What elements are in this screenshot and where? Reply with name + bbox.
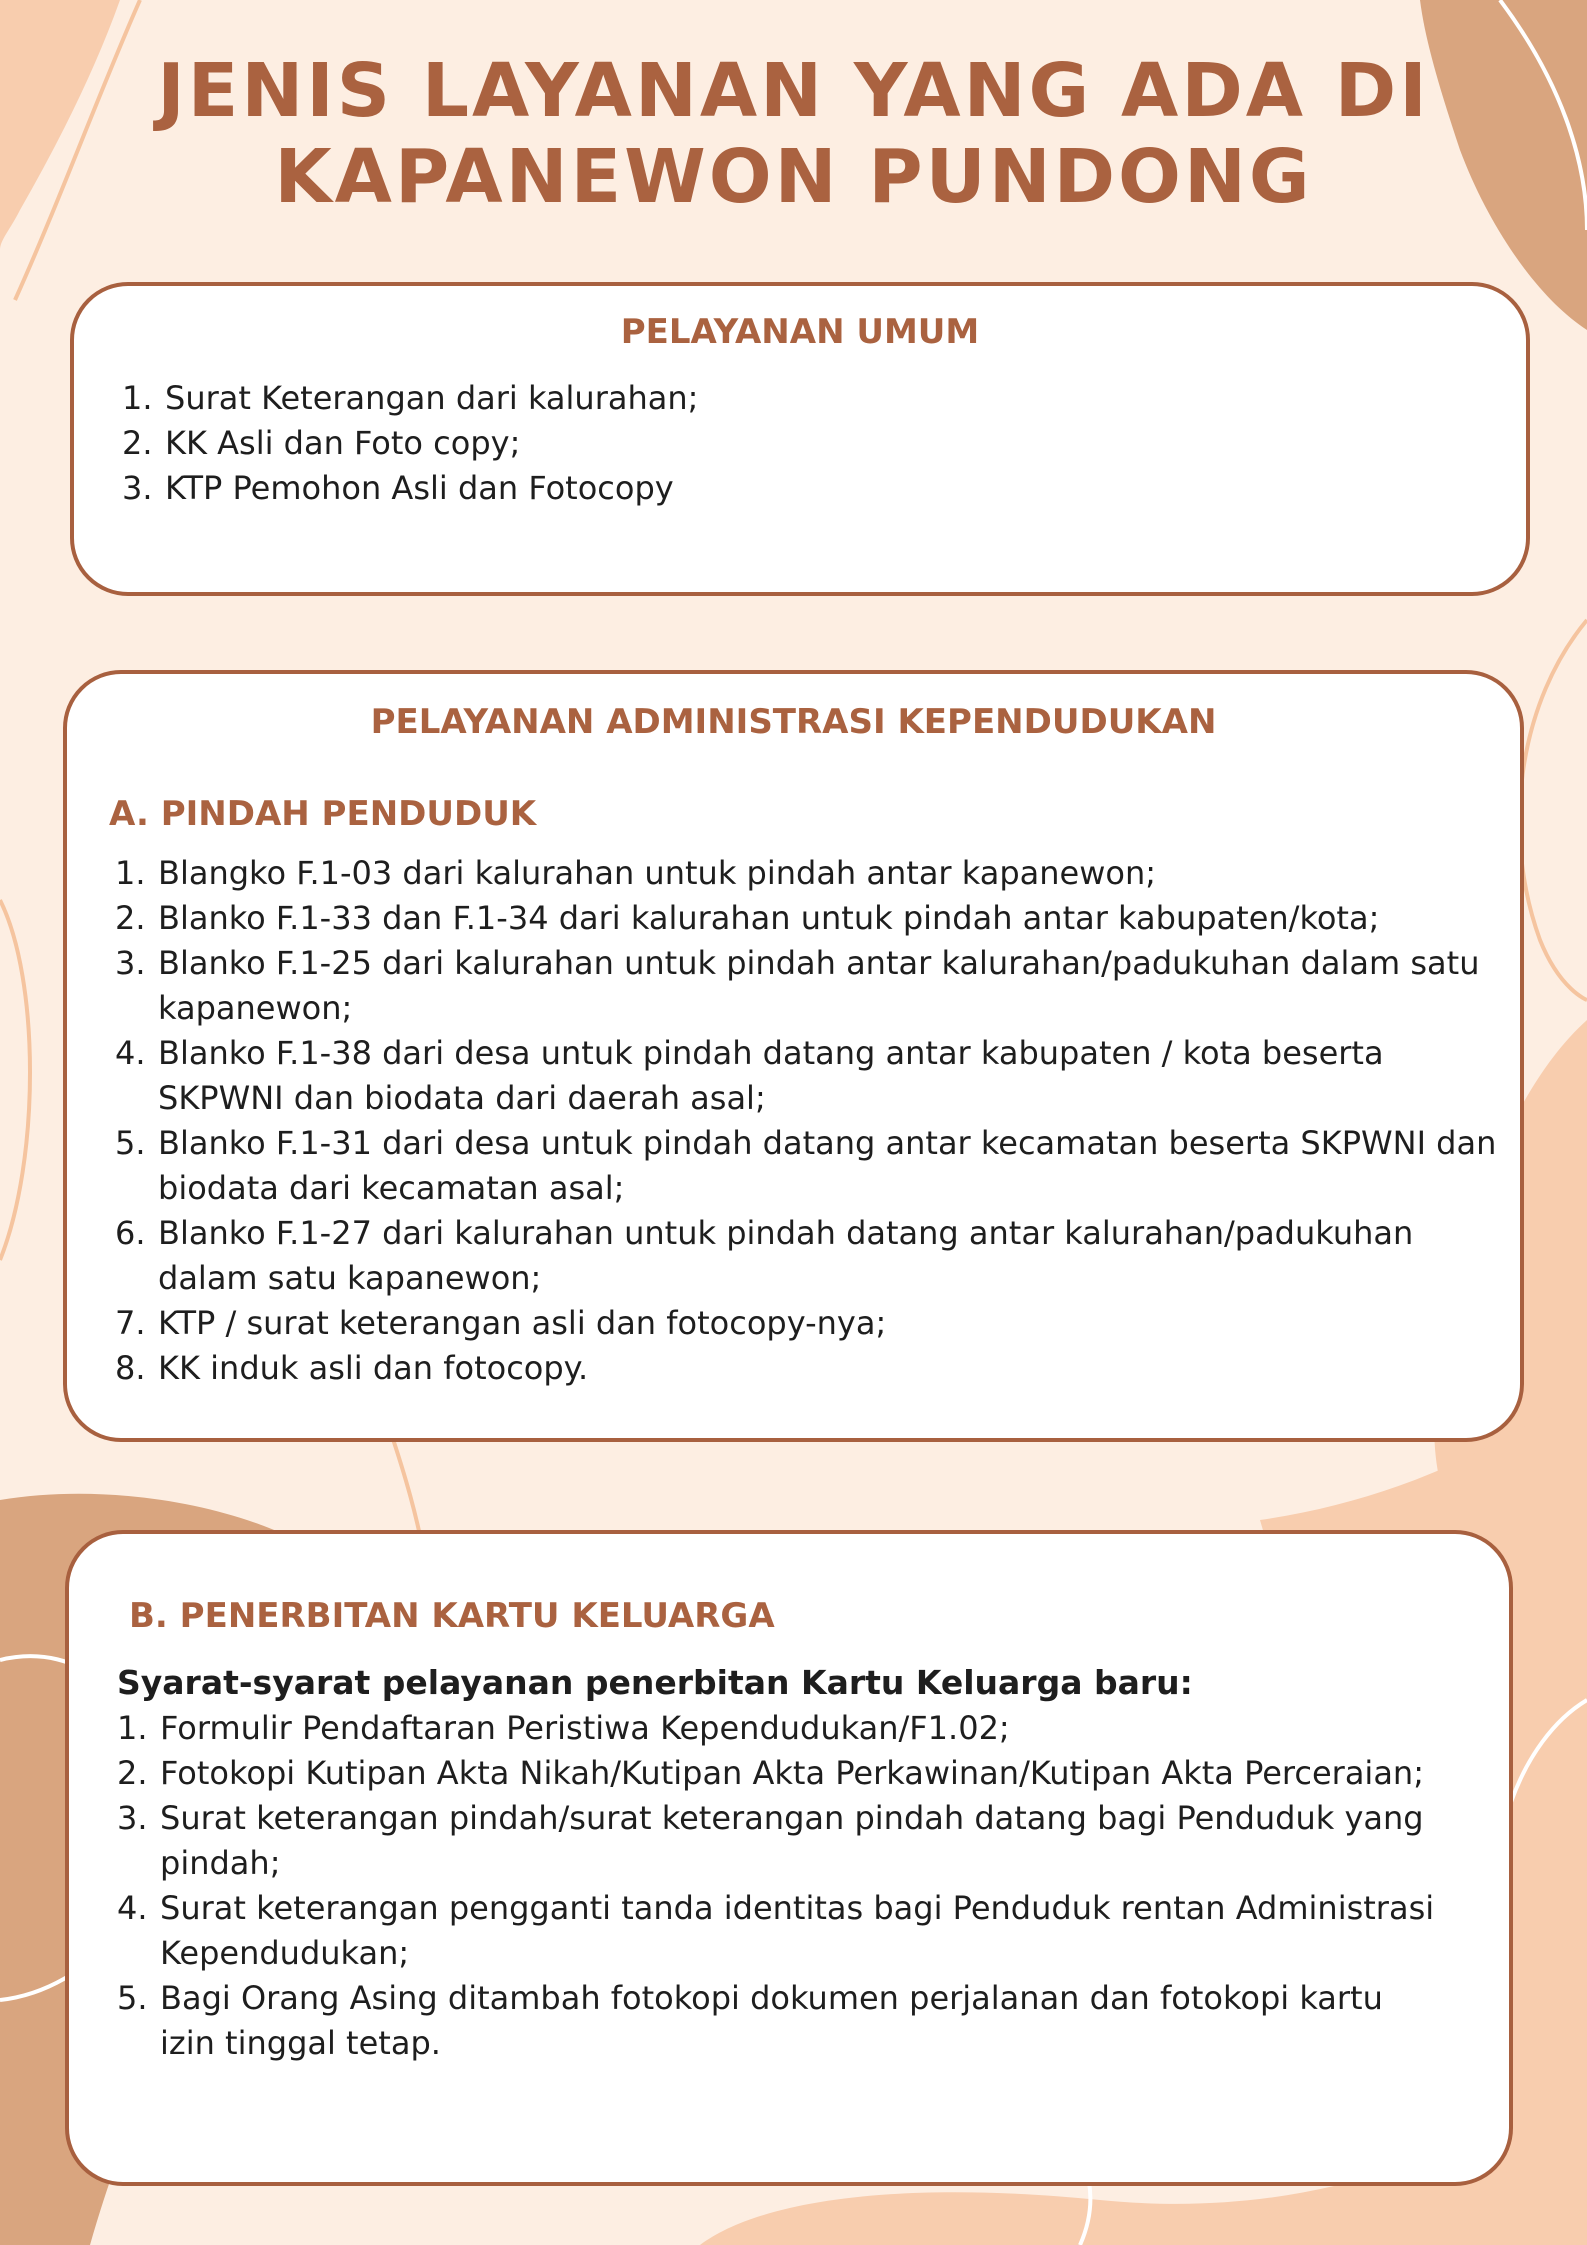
title-line-1: JENIS LAYANAN YANG ADA DI bbox=[157, 48, 1430, 134]
list-pindah-penduduk bbox=[115, 851, 1505, 1391]
title-line-2: KAPANEWON PUNDONG bbox=[274, 134, 1313, 220]
list-item: 5. Bagi Orang Asing ditambah fotokopi dokumen perjalanan dan fotokopi kartu izin tinggal tetap. bbox=[117, 1979, 1383, 2062]
list-item: 3. KTP Pemohon Asli dan Fotocopy bbox=[122, 469, 674, 507]
list-item: 4. Surat keterangan pengganti tanda identitas bagi Penduduk rentan Administrasi Kependudukan; bbox=[117, 1889, 1435, 1972]
card-heading-umum: PELAYANAN UMUM bbox=[620, 312, 980, 352]
list-item: 4. Blanko F.1-38 dari desa untuk pindah datang antar kabupaten / kota beserta SKPWNI dan biodata dari daerah asal; bbox=[115, 1034, 1384, 1117]
list-item: 2. KK Asli dan Foto copy; bbox=[122, 424, 521, 462]
kk-intro-text: Syarat-syarat pelayanan penerbitan Kartu Keluarga baru: bbox=[117, 1663, 1193, 1702]
list-item: 3. Blanko F.1-25 dari kalurahan untuk pindah antar kalurahan/padukuhan dalam satu kapanewon; bbox=[115, 944, 1480, 1027]
list-umum bbox=[122, 376, 1482, 511]
card-heading-adminduk: PELAYANAN ADMINISTRASI KEPENDUDUKAN bbox=[370, 702, 1217, 742]
list-item: 1. Blangko F.1-03 dari kalurahan untuk pindah antar kapanewon; bbox=[115, 854, 1157, 892]
card-heading-kk: B. PENERBITAN KARTU KELUARGA bbox=[129, 1596, 775, 1636]
card-pelayanan-umum bbox=[70, 282, 1530, 596]
list-item: 7. KTP / surat keterangan asli dan fotocopy-nya; bbox=[115, 1304, 887, 1342]
card-penerbitan-kk bbox=[65, 1530, 1513, 2186]
page-title bbox=[0, 48, 1587, 220]
list-item: 1. Surat Keterangan dari kalurahan; bbox=[122, 379, 699, 417]
list-item: 3. Surat keterangan pindah/surat keterangan pindah datang bagi Penduduk yang pindah; bbox=[117, 1799, 1424, 1882]
list-item: 8. KK induk asli dan fotocopy. bbox=[115, 1349, 589, 1387]
list-item: 5. Blanko F.1-31 dari desa untuk pindah datang antar kecamatan beserta SKPWNI dan biodata dari kecamatan asal; bbox=[115, 1124, 1497, 1207]
list-item: 6. Blanko F.1-27 dari kalurahan untuk pindah datang antar kalurahan/padukuhan dalam satu kapanewon; bbox=[115, 1214, 1414, 1297]
list-item: 1. Formulir Pendaftaran Peristiwa Kependudukan/F1.02; bbox=[117, 1709, 1010, 1747]
list-penerbitan-kk bbox=[117, 1706, 1447, 2066]
card-pelayanan-adminduk bbox=[63, 670, 1524, 1442]
list-item: 2. Blanko F.1-33 dan F.1-34 dari kalurahan untuk pindah antar kabupaten/kota; bbox=[115, 899, 1380, 937]
list-item: 2. Fotokopi Kutipan Akta Nikah/Kutipan Akta Perkawinan/Kutipan Akta Perceraian; bbox=[117, 1754, 1424, 1792]
subheading-pindah-penduduk: A. PINDAH PENDUDUK bbox=[109, 794, 537, 834]
